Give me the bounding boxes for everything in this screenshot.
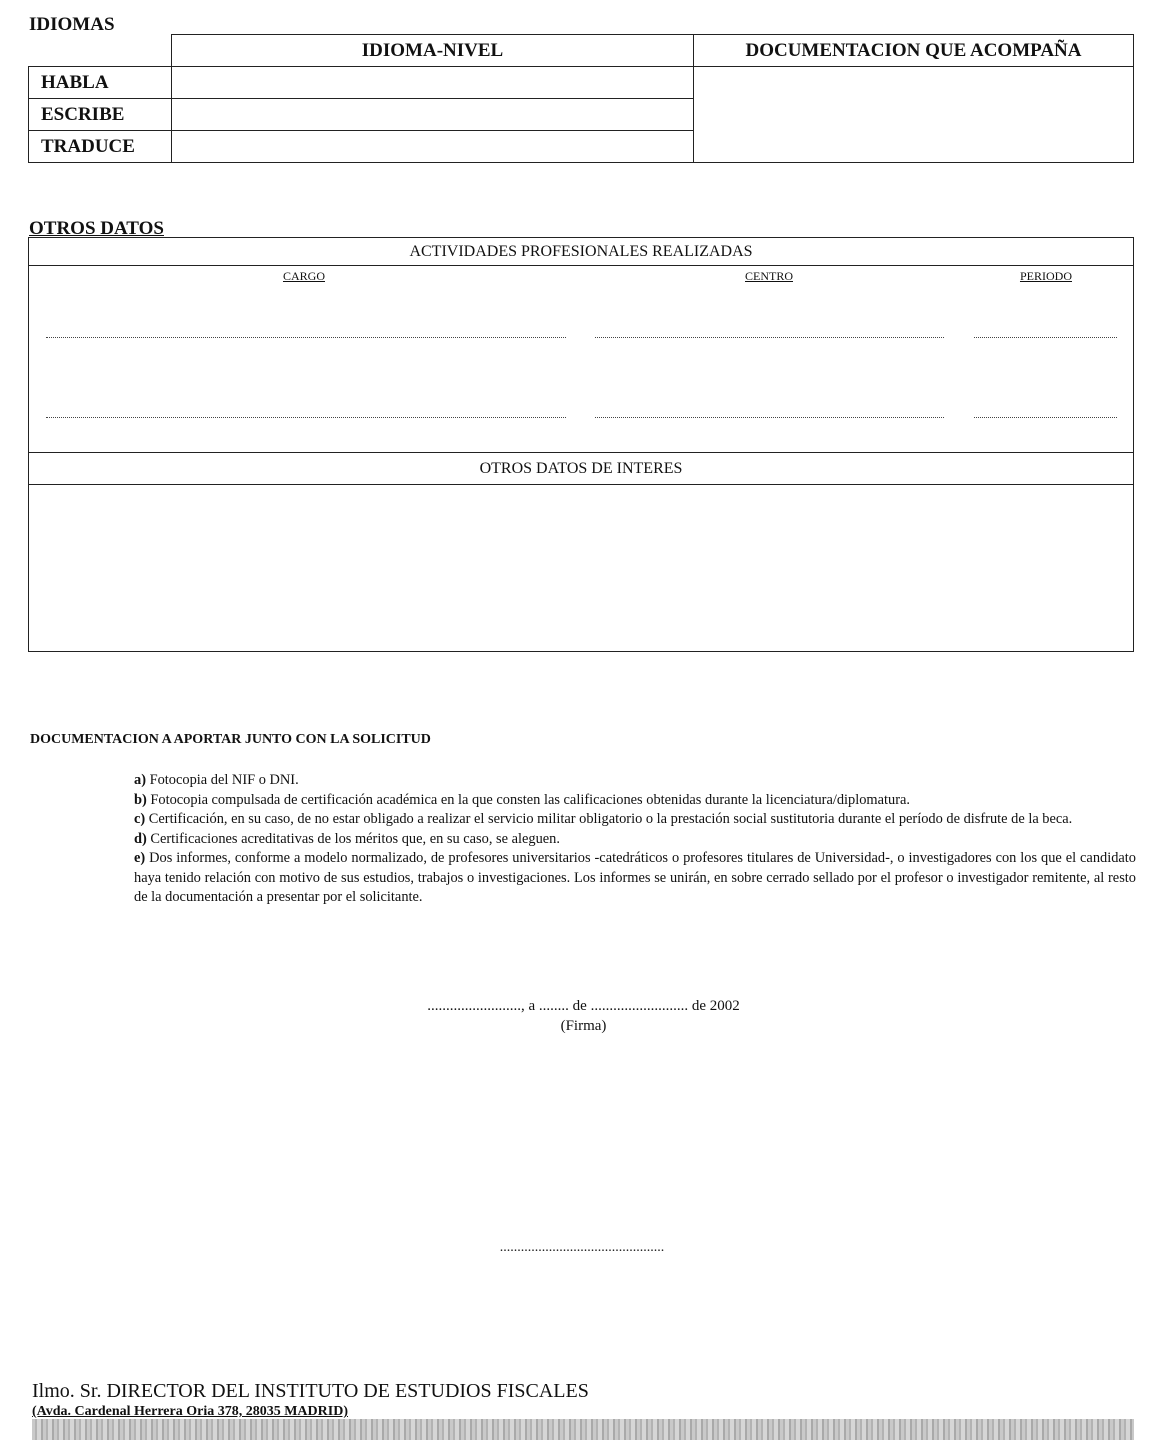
cargo-line-1[interactable]: [46, 337, 566, 338]
column-periodo: PERIODO: [1019, 269, 1072, 283]
doc-item-d: [134, 830, 1136, 850]
doc-item-text: Dos informes, conforme a modelo normalizado, de profesores universitarios -catedráticos o profesores titulares de Universidad-, o investigadores con los que el candidato haya tenido relación con motivo de sus estudios, trabajos o investigaciones. Los informes se unirán, en sobre cerrado sellado por el profesor o investigador remitente, al resto de la documentación a presentar por el solicitante.: [134, 850, 1136, 905]
address: (Avda. Cardenal Herrera Oria 378, 28035 MADRID): [32, 1404, 348, 1419]
doc-item-letter: b): [134, 791, 147, 808]
doc-item-a: [134, 771, 1136, 791]
periodo-line-2[interactable]: [974, 417, 1117, 418]
row-label-escribe: ESCRIBE: [28, 98, 172, 131]
doc-item-text: Fotocopia del NIF o DNI.: [146, 772, 299, 788]
otros-interes-header: OTROS DATOS DE INTERES: [29, 452, 1133, 485]
addressee: Ilmo. Sr. DIRECTOR DEL INSTITUTO DE ESTUDIOS FISCALES: [32, 1380, 589, 1402]
firma-label: (Firma): [560, 1018, 607, 1034]
doc-item-letter: d): [134, 830, 147, 847]
doc-item-letter: e): [134, 850, 146, 866]
doc-item-letter: a): [134, 772, 146, 788]
idiomas-title: IDIOMAS: [29, 14, 115, 35]
date-line[interactable]: ........................., a ........ de .......................... de 2002: [427, 998, 740, 1014]
doc-item-text: Fotocopia compulsada de certificación académica en la que consten las calificaciones obtenidas durante la licenciatura/diplomatura.: [146, 791, 910, 808]
cargo-line-2[interactable]: [46, 417, 566, 418]
languages-table: [28, 34, 1134, 163]
escribe-idioma-field[interactable]: [171, 98, 694, 131]
signature-line[interactable]: ...............................................: [499, 1240, 665, 1255]
traduce-idioma-field[interactable]: [171, 130, 694, 163]
column-cargo: CARGO: [282, 269, 325, 283]
column-centro: CENTRO: [745, 269, 793, 283]
doc-item-c: [134, 810, 1136, 830]
otros-datos-title: OTROS DATOS: [29, 218, 164, 239]
doc-item-e: [134, 849, 1136, 908]
doc-item-text: Certificaciones acreditativas de los méritos que, en su caso, se aleguen.: [146, 830, 560, 847]
header-documentacion: DOCUMENTACION QUE ACOMPAÑA: [693, 34, 1134, 67]
row-label-traduce: TRADUCE: [28, 130, 172, 163]
doc-item-text: Certificación, en su caso, de no estar obligado a realizar el servicio militar obligatorio o la prestación social sustitutoria durante el período de disfrute de la beca.: [145, 811, 1073, 827]
centro-line-2[interactable]: [595, 417, 944, 418]
documentacion-field[interactable]: [693, 66, 1134, 163]
scan-artifact-band: [32, 1419, 1134, 1440]
doc-item-letter: c): [134, 811, 146, 827]
header-idioma-nivel: IDIOMA-NIVEL: [171, 34, 694, 67]
row-label-habla: HABLA: [28, 66, 172, 99]
doc-item-b: [134, 791, 1136, 811]
centro-line-1[interactable]: [595, 337, 944, 338]
documentacion-title: DOCUMENTACION A APORTAR JUNTO CON LA SOLICITUD: [30, 732, 431, 747]
periodo-line-1[interactable]: [974, 337, 1117, 338]
documentacion-list: [134, 771, 1136, 908]
otros-interes-field[interactable]: [29, 485, 1133, 651]
otros-datos-box: [28, 237, 1134, 652]
actividades-header: ACTIVIDADES PROFESIONALES REALIZADAS: [29, 238, 1133, 266]
habla-idioma-field[interactable]: [171, 66, 694, 99]
